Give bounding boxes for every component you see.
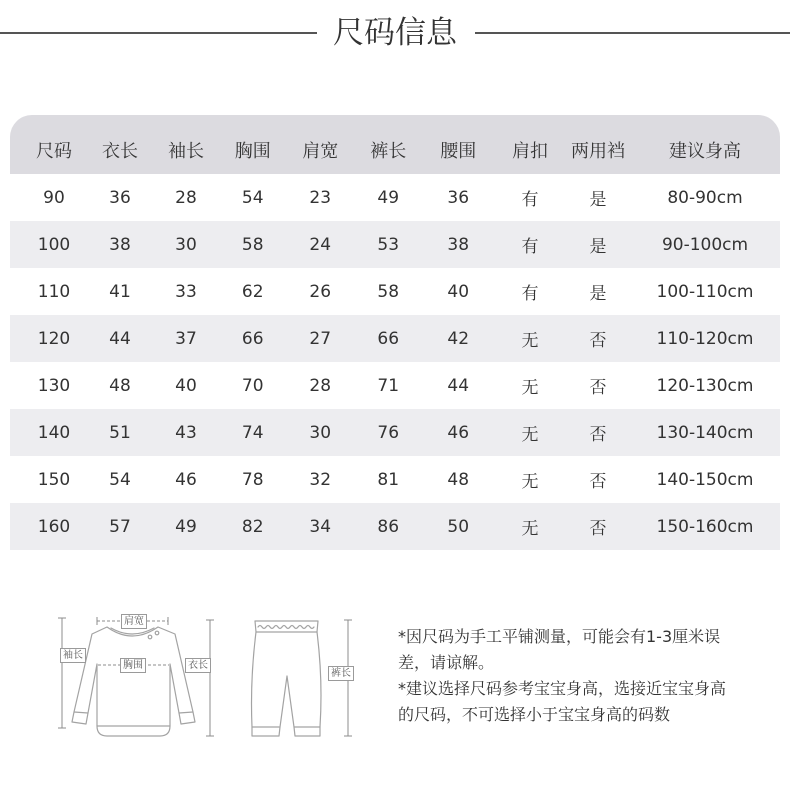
table-body bbox=[10, 174, 780, 550]
cell-sleeve-length: 40 bbox=[175, 375, 197, 396]
cell-crotch-snap: 否 bbox=[589, 519, 607, 539]
header-size: 尺码 bbox=[36, 141, 72, 162]
cell-waist: 42 bbox=[447, 328, 470, 349]
cell-top-length: 41 bbox=[109, 281, 131, 302]
cell-size: 150 bbox=[37, 469, 71, 490]
cell-top-length: 44 bbox=[109, 328, 131, 349]
table-row bbox=[10, 362, 780, 409]
table-row bbox=[10, 315, 780, 362]
cell-sleeve-length: 37 bbox=[175, 328, 197, 349]
shoulder-width-label: 肩宽 bbox=[121, 614, 147, 629]
cell-recommended-height: 150-160cm bbox=[656, 516, 754, 537]
cell-size: 130 bbox=[37, 375, 71, 396]
cell-waist: 40 bbox=[447, 281, 470, 302]
cell-size: 110 bbox=[37, 281, 71, 302]
cell-shoulder-button: 有 bbox=[521, 284, 539, 304]
cell-shoulder-width: 23 bbox=[309, 187, 332, 208]
cell-crotch-snap: 否 bbox=[589, 378, 607, 398]
title-divider-right bbox=[475, 32, 790, 34]
cell-pants-length: 53 bbox=[377, 234, 400, 255]
cell-shoulder-width: 24 bbox=[309, 234, 332, 255]
cell-pants-length: 71 bbox=[377, 375, 400, 396]
shoulder-button-icon bbox=[155, 631, 159, 635]
cell-sleeve-length: 33 bbox=[175, 281, 197, 302]
cell-top-length: 54 bbox=[109, 469, 131, 490]
header-crotch-snap: 两用裆 bbox=[571, 141, 625, 162]
table-row bbox=[10, 221, 780, 268]
cell-shoulder-button: 无 bbox=[521, 331, 539, 351]
cell-top-length: 48 bbox=[109, 375, 131, 396]
cell-top-length: 36 bbox=[109, 187, 131, 208]
shirt-diagram bbox=[72, 627, 195, 736]
cell-top-length: 57 bbox=[109, 516, 131, 537]
table-row bbox=[10, 456, 780, 503]
cell-shoulder-width: 27 bbox=[309, 328, 332, 349]
section-title-bar bbox=[0, 14, 790, 52]
table-row bbox=[10, 268, 780, 315]
cell-shoulder-width: 32 bbox=[309, 469, 332, 490]
cell-shoulder-width: 26 bbox=[309, 281, 332, 302]
pants-diagram bbox=[252, 621, 322, 736]
cell-shoulder-width: 28 bbox=[309, 375, 332, 396]
cell-recommended-height: 90-100cm bbox=[661, 234, 749, 255]
top-length-measure-line bbox=[206, 620, 214, 736]
cell-chest: 74 bbox=[241, 422, 264, 443]
cell-recommended-height: 140-150cm bbox=[656, 469, 754, 490]
cell-waist: 38 bbox=[447, 234, 470, 255]
cell-pants-length: 66 bbox=[377, 328, 400, 349]
header-waist: 腰围 bbox=[440, 141, 477, 162]
cell-size: 90 bbox=[43, 187, 65, 208]
cell-chest: 70 bbox=[241, 375, 264, 396]
cell-size: 140 bbox=[37, 422, 71, 443]
cell-sleeve-length: 30 bbox=[175, 234, 197, 255]
header-top-length: 衣长 bbox=[102, 141, 138, 162]
size-notes bbox=[398, 624, 726, 728]
header-recommended-height: 建议身高 bbox=[669, 141, 741, 162]
cell-sleeve-length: 49 bbox=[175, 516, 197, 537]
cell-shoulder-button: 有 bbox=[521, 237, 539, 257]
cell-sleeve-length: 43 bbox=[175, 422, 197, 443]
cell-top-length: 51 bbox=[109, 422, 131, 443]
cell-shoulder-button: 无 bbox=[521, 472, 539, 492]
shirt-outline bbox=[72, 627, 195, 736]
header-shoulder-button: 肩扣 bbox=[512, 141, 548, 162]
table-row bbox=[10, 503, 780, 550]
note-line: *建议选择尺码参考宝宝身高，选接近宝宝身高 bbox=[398, 679, 727, 698]
cell-crotch-snap: 是 bbox=[589, 237, 607, 257]
note-line: *因尺码为手工平铺测量，可能会有1-3厘米误 bbox=[398, 627, 721, 646]
cell-shoulder-width: 34 bbox=[309, 516, 332, 537]
cell-pants-length: 49 bbox=[377, 187, 400, 208]
note-line: 的尺码，不可选择小于宝宝身高的码数 bbox=[398, 705, 671, 724]
cell-crotch-snap: 否 bbox=[589, 331, 607, 351]
table-row bbox=[10, 174, 780, 221]
cell-size: 160 bbox=[37, 516, 71, 537]
cell-shoulder-width: 30 bbox=[309, 422, 332, 443]
table-row bbox=[10, 409, 780, 456]
pants-length-label: 裤长 bbox=[328, 666, 354, 681]
cell-shoulder-button: 无 bbox=[521, 425, 539, 445]
cell-chest: 82 bbox=[241, 516, 264, 537]
cell-chest: 54 bbox=[241, 187, 264, 208]
cell-shoulder-button: 无 bbox=[521, 519, 539, 539]
table-header-row bbox=[10, 115, 780, 174]
page-title: 尺码信息 bbox=[333, 15, 457, 51]
cell-waist: 46 bbox=[447, 422, 470, 443]
chest-label: 胸围 bbox=[120, 658, 146, 673]
cell-recommended-height: 80-90cm bbox=[667, 187, 743, 208]
cell-crotch-snap: 否 bbox=[589, 425, 607, 445]
cell-crotch-snap: 否 bbox=[589, 472, 607, 492]
cell-size: 120 bbox=[37, 328, 71, 349]
sleeve-length-measure-line bbox=[58, 618, 66, 728]
cell-top-length: 38 bbox=[109, 234, 131, 255]
cell-sleeve-length: 28 bbox=[175, 187, 197, 208]
cell-waist: 48 bbox=[447, 469, 470, 490]
cell-pants-length: 81 bbox=[377, 469, 400, 490]
cell-recommended-height: 100-110cm bbox=[656, 281, 754, 302]
cell-pants-length: 86 bbox=[377, 516, 400, 537]
note-line: 差，请谅解。 bbox=[398, 653, 495, 672]
cell-shoulder-button: 无 bbox=[521, 378, 539, 398]
header-shoulder-width: 肩宽 bbox=[302, 141, 339, 162]
cell-chest: 62 bbox=[241, 281, 264, 302]
shoulder-button-icon bbox=[148, 635, 152, 639]
header-chest: 胸围 bbox=[234, 141, 271, 162]
garment-diagrams bbox=[40, 600, 370, 750]
top-length-label: 衣长 bbox=[185, 658, 211, 673]
cell-size: 100 bbox=[37, 234, 71, 255]
header-pants-length: 裤长 bbox=[370, 141, 407, 162]
cell-chest: 66 bbox=[241, 328, 264, 349]
cell-waist: 44 bbox=[447, 375, 470, 396]
cell-waist: 50 bbox=[447, 516, 470, 537]
cell-shoulder-button: 有 bbox=[521, 190, 539, 210]
cell-chest: 78 bbox=[241, 469, 264, 490]
cell-waist: 36 bbox=[447, 187, 470, 208]
cell-sleeve-length: 46 bbox=[175, 469, 197, 490]
sleeve-length-label: 袖长 bbox=[60, 648, 86, 663]
cell-crotch-snap: 是 bbox=[589, 190, 607, 210]
size-table bbox=[10, 115, 780, 550]
cell-recommended-height: 110-120cm bbox=[656, 328, 754, 349]
cell-crotch-snap: 是 bbox=[589, 284, 607, 304]
header-sleeve-length: 袖长 bbox=[168, 141, 204, 162]
cell-pants-length: 76 bbox=[377, 422, 400, 443]
cell-chest: 58 bbox=[241, 234, 264, 255]
cell-pants-length: 58 bbox=[377, 281, 400, 302]
pants-outline bbox=[252, 621, 322, 736]
cell-recommended-height: 130-140cm bbox=[656, 422, 754, 443]
cell-recommended-height: 120-130cm bbox=[656, 375, 754, 396]
